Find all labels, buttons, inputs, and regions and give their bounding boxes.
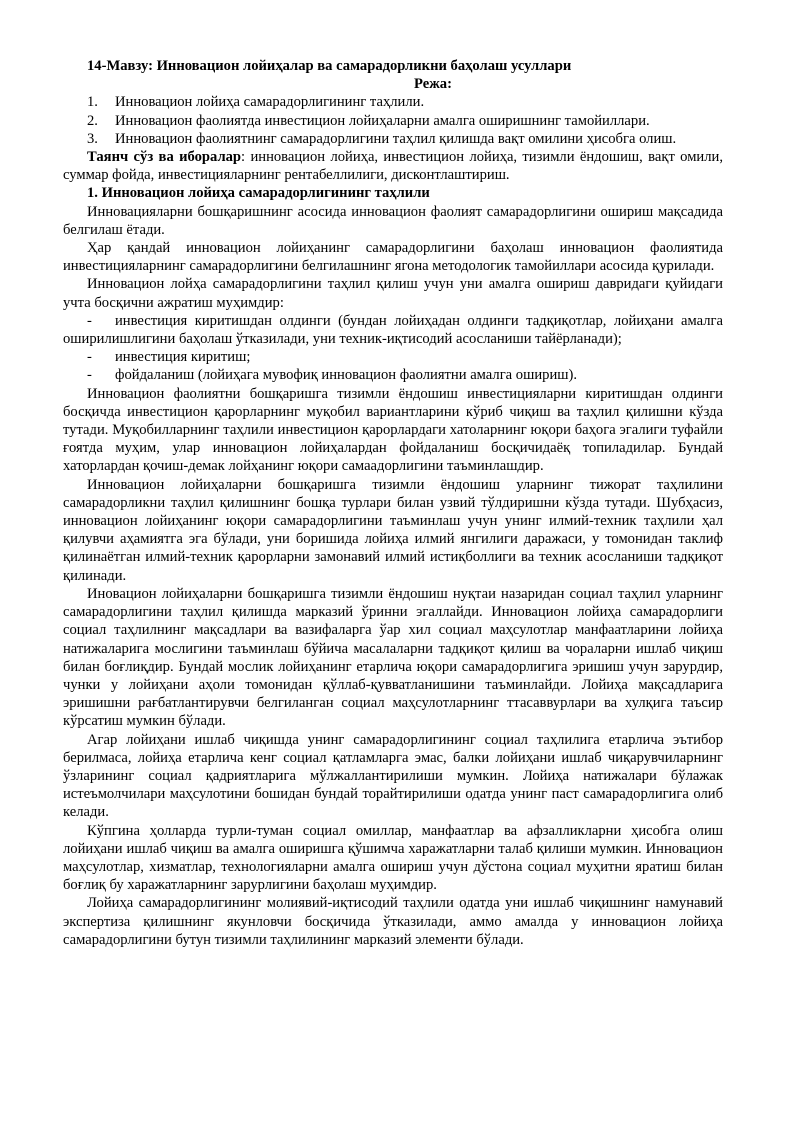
paragraph: Инновацион лойҳа самарадорлигини таҳлил қилиш учун уни амалга ошириш давридаги қуйидаги учта босқични ажратиш муҳимдир: xyxy=(63,276,723,311)
paragraph: Иновацион лойиҳаларни бошқаришга тизимли ёндошиш нуқтаи назаридан социал таҳлил уларнинг самарадорлигини таҳлил қилишда марказий ўринни эгаллайди. Инновацион лойиҳа самарадорлиги социал таҳлилнинг мақсадлари ва вазифаларга ўар хил социал маҳсулотлар манфаатларини лойиҳа натижаларига мослигини таъминлаш бўйича масалаларни тадқиқот қилиш ва чораларни ишлаб чиқиш билан боғлиқдир. Бундай мослик лойиҳанинг етарлича юқори самарадорлигига эришиш учун зарурдир, чунки у лойиҳани аҳоли томонидан қўллаб-қувватланишини таъминлайди. Лойиҳа мақсадларига эришишни рағбатлантирувчи белгиланган социал маҳсулотларнинг ттасаввурлари ва хулқига таъсир кўрсатиш мумкин бўлади. xyxy=(63,585,723,730)
plan-item xyxy=(63,130,723,148)
paragraph: Инновацион фаолиятни бошқаришга тизимли ёндошиш инвестицияларни киритишдан олдинги босқичда инвестицион қарорларнинг муқобил вариантларини кўриб чиқиш ва таҳлил қилишни кўзда тутади. Муқобилларнинг таҳлили инвестицион қарорлардаги хатоларнинг юқори баҳога эгалиги туфайли ғоятда муҳим, улар инновацион лойиҳалардан фойдаланиш босқичидаёқ топиладилар. Бундай хаторлардан қочиш-демак лойҳанинг юқори самаадорлигини таъминлашдир. xyxy=(63,385,723,475)
keywords-text: : инновацион лойиҳа, инвестицион лойиҳа, тизимли ёндошиш, вақт омили, суммар фойда, инвестицияларнинг рентабеллилиги, дисконтлаштириш. xyxy=(63,149,723,184)
plan-item-number: 2. xyxy=(87,112,98,129)
stage-item-text: инвестиция киритишдан олдинги (бундан лойиҳадан олдинги тадқиқотлар, лойиҳани амалга оширилишлигини баҳолаш ўтказилади, уни техник-иқтисодий асосланиши тайёрланади); xyxy=(63,312,723,348)
plan-item xyxy=(63,93,723,111)
keywords-label: Таянч сўз ва иборалар xyxy=(87,149,242,166)
plan-item-number: 1. xyxy=(87,94,98,111)
dash-marker: - xyxy=(87,349,92,366)
document-title: 14-Мавзу: Инновацион лойиҳалар ва самарадорликни баҳолаш усуллари xyxy=(87,58,572,74)
paragraph: Агар лойиҳани ишлаб чиқишда унинг самарадорлигининг социал таҳлилига етарлича эътибор берилмаса, лойиҳа етарлича кенг социал қатламларга эмас, балки лойиҳани ишлаб чиқарувчиларнинг ўзларининг социал қадриятларига мўлжаллантирилиши мумкин. Лойиҳа натижалари бўлажак истеъмолчилари маҳсулотини бошидан бундай торайтирилиши одатда унинг паст самарадорлигига олиб келади. xyxy=(63,731,723,821)
stage-list xyxy=(63,312,723,385)
plan-item-text: Инновацион фаолиятда инвестицион лойиҳаларни амалга оширишнинг тамойиллари. xyxy=(115,112,650,129)
paragraph: Кўпгина ҳолларда турли-туман социал омиллар, манфаатлар ва афзалликларни ҳисобга олиш лойиҳани ишлаб чиқиш ва амалга оширишга қўшимча харажатларни талаб қилиши мумкин. Инновацион маҳсулотлар, хизматлар, технологияларни амалга ошириш учун дўстона социал муҳитни яратиш билан боғлиқ бу харажатларнинг зарурлигини баҳолаш муҳимдир. xyxy=(63,822,723,894)
stage-item-text: инвестиция киритиш; xyxy=(115,349,251,366)
stage-item xyxy=(63,312,723,348)
plan-heading: Режа: xyxy=(414,76,452,93)
plan-list xyxy=(63,93,723,148)
paragraph: Инновацион лойиҳаларни бошқаришга тизимли ёндошиш уларнинг тижорат таҳлилини самарадорликни таҳлил қилишнинг бошқа турлари билан узвий тўлдиришни кўзда тутади. Шубҳасиз, инновацион лойиҳанинг юқори самарадорлигини таъминлаш учун унинг илмий-техник таҳлили ҳал қилувчи аҳамиятга эга бўлади, уни боришида лойиҳа илмий янгилиги даражаси, у томонидан таклиф қилинаётган илмий-техник қарорларни замонавий илмий истиқболлиги ва техник асосланиши тадқиқот қилинади. xyxy=(63,476,723,584)
stage-item xyxy=(63,366,723,384)
section-title: 1. Инновацион лойиҳа самарадорлигининг таҳлили xyxy=(87,185,430,202)
stage-item xyxy=(63,348,723,366)
stage-item-text: фойдаланиш (лойиҳага мувофиқ инновацион фаолиятни амалга ошириш). xyxy=(115,367,578,384)
keywords-paragraph xyxy=(63,148,723,184)
paragraph: Лойиҳа самарадорлигининг молиявий-иқтисодий таҳлили одатда уни ишлаб чиқишнинг намунавий экспертиза қилишнинг якунловчи босқичида ўтказилади, аммо амалда у инновацион лойиҳа самарадорлигини бутун тизимли таҳлилининг марказий элементи бўлади. xyxy=(63,895,723,948)
dash-marker: - xyxy=(87,312,92,329)
plan-item xyxy=(63,112,723,130)
dash-marker: - xyxy=(87,367,92,384)
plan-item-number: 3. xyxy=(87,130,98,147)
paragraph: Инновацияларни бошқаришнинг асосида инновацион фаолият самарадорлигини ошириш мақсадида белгилаш ётади. xyxy=(63,203,723,238)
plan-item-text: Инновацион лойиҳа самарадорлигининг таҳлили. xyxy=(115,94,425,111)
plan-item-text: Инновацион фаолиятнинг самарадорлигини таҳлил қилишда вақт омилини ҳисобга олиш. xyxy=(115,130,677,147)
paragraph: Ҳар қандай инновацион лойиҳанинг самарадорлигини баҳолаш инновацион фаолиятида инвестицияларнинг самарадорлигини белгилашнинг ягона методологик тамойиллари асосида қурилади. xyxy=(63,240,723,275)
